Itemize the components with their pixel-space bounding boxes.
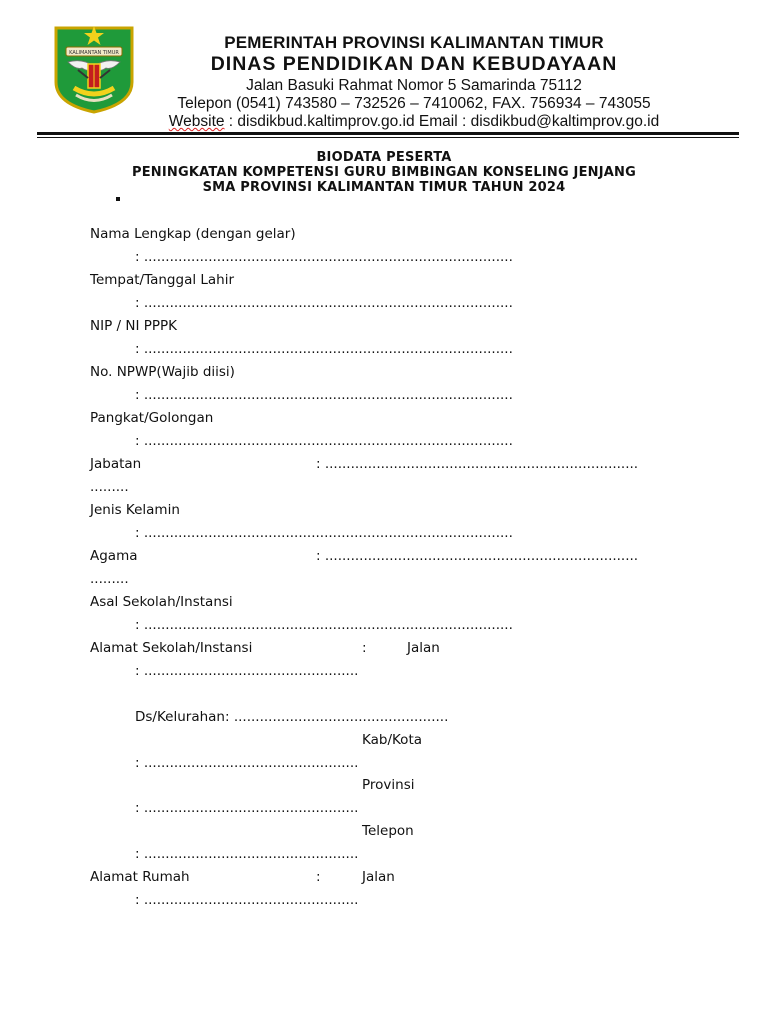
alamat-sekolah-label: Alamat Sekolah/Instansi: [90, 640, 253, 656]
alamat-sekolah-prov-field[interactable]: : ..................................................: [135, 800, 359, 816]
alamat-rumah-jalan-label: Jalan: [362, 869, 395, 885]
letterhead: [140, 33, 688, 131]
alamat-sekolah-kab-label: Kab/Kota: [362, 732, 423, 748]
pangkat-field[interactable]: : ......................................................................................: [135, 433, 513, 449]
npwp-field[interactable]: : ......................................................................................: [135, 387, 513, 403]
asal-label: Asal Sekolah/Instansi: [90, 594, 233, 610]
jk-label: Jenis Kelamin: [90, 502, 180, 518]
jabatan-field[interactable]: : .........................................................................: [316, 456, 639, 472]
pangkat-label: Pangkat/Golongan: [90, 410, 214, 426]
title-line-3: SMA PROVINSI KALIMANTAN TIMUR TAHUN 2024: [202, 180, 566, 195]
jk-field[interactable]: : ......................................................................................: [135, 525, 513, 541]
alamat-sekolah-kab-field[interactable]: : ..................................................: [135, 755, 359, 771]
npwp-label: No. NPWP(Wajib diisi): [90, 364, 235, 380]
alamat-sekolah-telp-field[interactable]: : ..................................................: [135, 846, 359, 862]
province-logo: [48, 20, 140, 114]
alamat-rumah-label: Alamat Rumah: [90, 869, 190, 885]
nama-label: Nama Lengkap (dengan gelar): [90, 226, 296, 242]
alamat-sekolah-kelurahan-field[interactable]: Ds/Kelurahan: ..................................................: [135, 709, 449, 725]
agama-field[interactable]: : .........................................................................: [316, 548, 639, 564]
alamat-sekolah-prov-label: Provinsi: [362, 777, 415, 793]
website-label: Website: [168, 113, 225, 130]
alamat-sekolah-jalan-field[interactable]: : ..................................................: [135, 663, 359, 679]
jabatan-label: Jabatan: [90, 456, 142, 472]
alamat-rumah-colon: :: [316, 869, 321, 885]
ttl-label: Tempat/Tanggal Lahir: [90, 272, 235, 288]
agama-label: Agama: [90, 548, 138, 564]
office-name: DINAS PENDIDIKAN DAN KEBUDAYAAN: [210, 53, 618, 75]
nip-field[interactable]: : ......................................................................................: [135, 341, 513, 357]
nip-label: NIP / NI PPPK: [90, 318, 177, 334]
jabatan-field-cont: .........: [90, 479, 129, 495]
stray-bullet: [116, 197, 120, 201]
asal-field[interactable]: : ......................................................................................: [135, 617, 513, 633]
alamat-sekolah-telp-label: Telepon: [362, 823, 414, 839]
nama-field[interactable]: : ......................................................................................: [135, 249, 513, 265]
title-line-1: BIODATA PESERTA: [316, 150, 452, 165]
title-line-2: PENINGKATAN KOMPETENSI GURU BIMBINGAN KONSELING JENJANG: [131, 165, 637, 180]
alamat-sekolah-colon: :: [362, 640, 367, 656]
logo-banner-text: KALIMANTAN TIMUR: [69, 50, 119, 56]
office-phone: Telepon (0541) 743580 – 732526 – 7410062, FAX. 756934 – 743055: [177, 95, 651, 112]
ttl-field[interactable]: : ......................................................................................: [135, 295, 513, 311]
government-name: PEMERINTAH PROVINSI KALIMANTAN TIMUR: [224, 33, 604, 52]
website-and-email: : disdikbud.kaltimprov.go.id Email : disdikbud@kaltimprov.go.id: [224, 113, 660, 130]
alamat-rumah-jalan-field[interactable]: : ..................................................: [135, 892, 359, 908]
document-title: [80, 150, 688, 195]
agama-field-cont: .........: [90, 571, 129, 587]
letterhead-divider-thin: [37, 137, 739, 138]
office-address: Jalan Basuki Rahmat Nomor 5 Samarinda 75112: [246, 77, 582, 94]
letterhead-divider: [37, 132, 739, 135]
alamat-sekolah-jalan-label: Jalan: [407, 640, 440, 656]
office-contact: [140, 113, 688, 131]
